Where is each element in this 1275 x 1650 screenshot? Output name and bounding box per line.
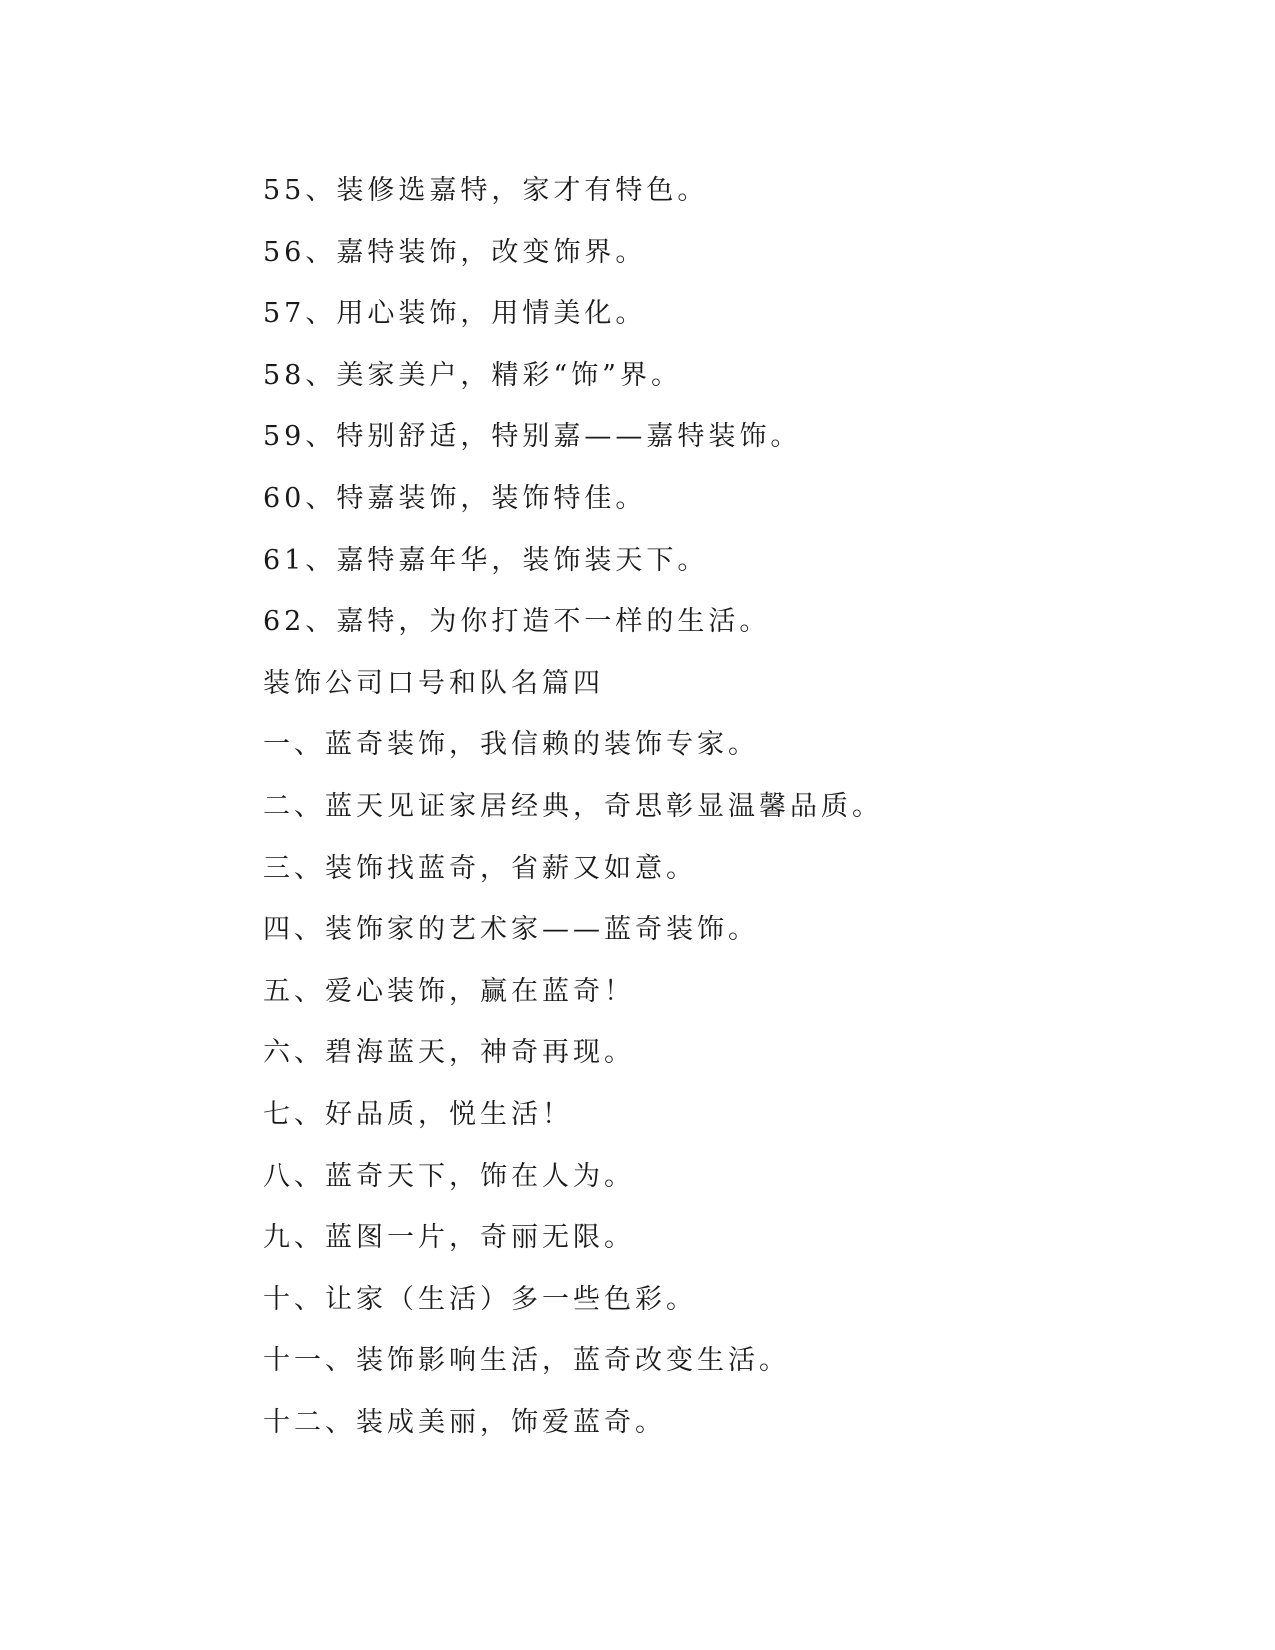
slogan-line-62: 62、嘉特，为你打造不一样的生活。 (263, 606, 771, 638)
slogan-line-10: 十、让家（生活）多一些色彩。 (263, 1283, 697, 1315)
section-heading: 装饰公司口号和队名篇四 (263, 667, 604, 699)
slogan-line-60: 60、特嘉装饰，装饰特佳。 (263, 482, 647, 514)
text-body (263, 160, 1203, 1453)
slogan-line-4: 四、装饰家的艺术家——蓝奇装饰。 (263, 914, 759, 946)
slogan-line-59: 59、特别舒适，特别嘉——嘉特装饰。 (263, 421, 802, 453)
slogan-line-56: 56、嘉特装饰，改变饰界。 (263, 236, 647, 268)
slogan-line-5: 五、爱心装饰，赢在蓝奇！ (263, 975, 635, 1007)
slogan-line-7: 七、好品质，悦生活！ (263, 1098, 573, 1130)
slogan-line-11: 十一、装饰影响生活，蓝奇改变生活。 (263, 1345, 790, 1377)
slogan-line-3: 三、装饰找蓝奇，省薪又如意。 (263, 852, 697, 884)
slogan-line-1: 一、蓝奇装饰，我信赖的装饰专家。 (263, 729, 759, 761)
slogan-line-58: 58、美家美户，精彩“饰”界。 (263, 359, 682, 391)
slogan-line-8: 八、蓝奇天下，饰在人为。 (263, 1160, 635, 1192)
slogan-line-2: 二、蓝天见证家居经典，奇思彰显温馨品质。 (263, 790, 883, 822)
slogan-line-12: 十二、装成美丽，饰爱蓝奇。 (263, 1406, 666, 1438)
slogan-line-9: 九、蓝图一片，奇丽无限。 (263, 1222, 635, 1254)
slogan-line-55: 55、装修选嘉特，家才有特色。 (263, 175, 709, 206)
slogan-line-6: 六、碧海蓝天，神奇再现。 (263, 1037, 635, 1069)
slogan-line-57: 57、用心装饰，用情美化。 (263, 298, 647, 330)
slogan-line-61: 61、嘉特嘉年华，装饰装天下。 (263, 544, 709, 576)
